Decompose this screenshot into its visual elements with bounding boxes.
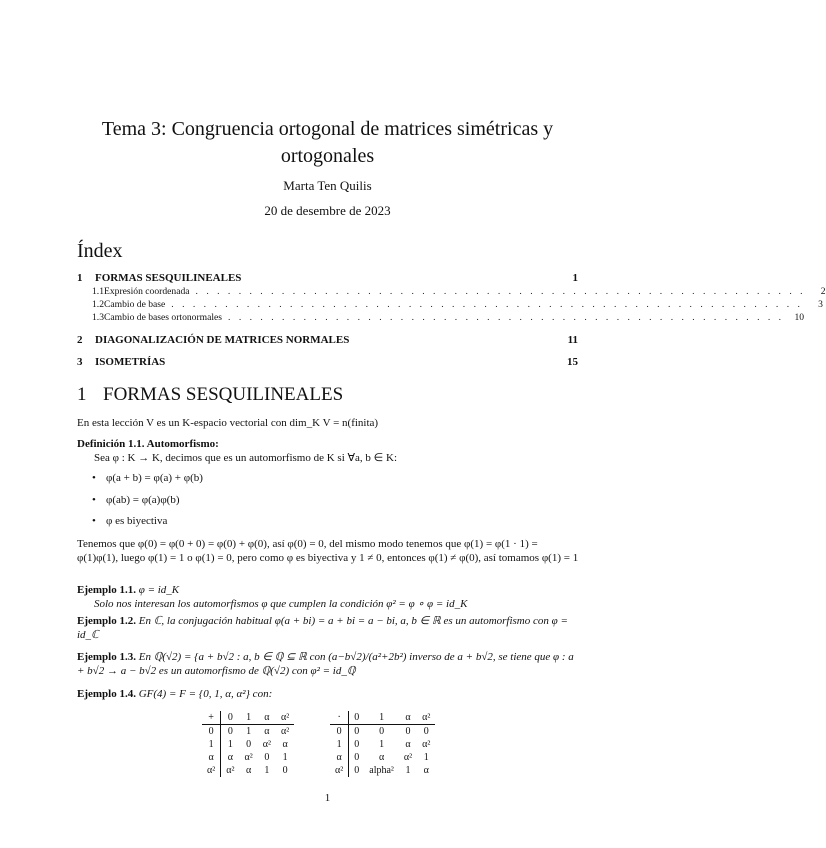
table-cell: α: [423, 765, 429, 776]
table-cell: α²: [262, 739, 271, 750]
bullet-text: φ es biyectiva: [106, 515, 168, 527]
addition-table: [202, 711, 294, 777]
page-number: 1: [324, 792, 331, 804]
table-cell: 1: [282, 752, 288, 763]
toc-entry-page: 10: [794, 312, 805, 323]
table-cell: α: [227, 752, 233, 763]
example-text: En ℂ, la conjugación habitual φ(a + bi) = a + bi = a − bi, a, b ∈ ℝ es un automorfismo con φ = id_ℂ: [77, 615, 568, 641]
example-text: En ℚ(√2) = {a + b√2 : a, b ∈ ℚ ⊆ ℝ con (a−b√2)/(a²+2b²) inverso de a + b√2, se tiene que φ : a + b√2 → a − b√2 es un automorfismo de ℚ(√2) con φ² = id_ℚ: [77, 651, 574, 677]
section-heading: [77, 384, 343, 406]
toc-entry[interactable]: [77, 312, 805, 323]
table-cell: 1: [227, 739, 233, 750]
toc-entry-number: 1.1: [92, 286, 104, 297]
toc-leader: . . . . . . . . . . . . . . . . . . . . . . . . . . . . . . . . . . . . . . . . . . . . . . . . . . . . . . . . .: [195, 286, 806, 297]
table-row-header: α²: [202, 764, 221, 777]
table-header-cell: 1: [246, 712, 252, 723]
table-cell: 0: [399, 725, 417, 739]
table-row: [330, 751, 435, 764]
definition-label: Definición 1.1. Automorfismo:: [77, 438, 219, 450]
toc-entry-label: Cambio de base: [104, 299, 166, 310]
example-text: Solo nos interesan los automorfismos φ que cumplen la condición φ² = φ ∘ φ = id_K: [94, 598, 468, 610]
table-cell: α²: [226, 765, 235, 776]
example-label: Ejemplo 1.2.: [77, 615, 136, 627]
toc-entry-number: 1.2: [92, 299, 104, 310]
table-cell: α²: [403, 752, 413, 763]
toc-entry[interactable]: [77, 272, 578, 284]
table-cell: 1: [423, 752, 429, 763]
table-row-header: 1: [202, 738, 221, 751]
document-title: Tema 3: Congruencia ortogonal de matrices simétricas y ortogonales: [101, 118, 554, 167]
date: 20 de desembre de 2023: [264, 203, 391, 218]
table-header-cell: α: [405, 712, 411, 723]
table-cell: 0: [221, 725, 240, 739]
example-text: GF(4) = F = {0, 1, α, α²} con:: [138, 688, 273, 700]
author: Marta Ten Quilis: [283, 178, 372, 193]
table-row: [330, 738, 435, 751]
multiplication-table: [330, 711, 435, 777]
table-row-header: α: [330, 751, 349, 764]
definition-block: [77, 437, 580, 465]
toc-entry-page: 1: [572, 272, 578, 284]
table-cell: α: [246, 765, 252, 776]
table-cell: 0: [354, 739, 360, 750]
bullet-item: [94, 472, 203, 484]
table-cell: 1: [405, 765, 411, 776]
toc-entry-number: 1.3: [92, 312, 104, 323]
table-cell: 1: [264, 765, 270, 776]
toc-entry-label: ISOMETRÍAS: [95, 356, 166, 368]
example-2: [77, 614, 580, 642]
toc-entry-page: 2: [820, 286, 826, 297]
table-row-header: 0: [202, 725, 221, 739]
toc-heading: Índex: [77, 240, 123, 262]
table-cell: α: [378, 752, 385, 763]
table-header-cell: α: [264, 712, 270, 723]
table-cell: 0: [246, 739, 252, 750]
toc-leader: . . . . . . . . . . . . . . . . . . . . . . . . . . . . . . . . . . . . . . . . . . . . . . . . . . . .: [228, 312, 785, 323]
table-cell: alpha²: [369, 765, 394, 776]
toc-entry[interactable]: [77, 356, 578, 368]
toc-entry-page: 3: [818, 299, 823, 310]
table-op: ·: [330, 711, 349, 725]
table-cell: 0: [282, 765, 288, 776]
toc-entry-label: Expresión coordenada: [104, 286, 190, 297]
toc-entry-label: Cambio de bases ortonormales: [104, 312, 223, 323]
table-row: [202, 725, 294, 739]
example-label: Ejemplo 1.4.: [77, 688, 136, 700]
table-cell: 0: [364, 725, 399, 739]
toc-entry-label: DIAGONALIZACIÓN DE MATRICES NORMALES: [95, 334, 350, 346]
table-row-header: 0: [330, 725, 349, 739]
table-row: [330, 725, 435, 739]
table-cell: α: [282, 739, 288, 750]
table-cell: α: [258, 725, 276, 739]
table-header-cell: 0: [227, 712, 233, 723]
example-3: [77, 650, 580, 678]
toc-entry[interactable]: [77, 299, 823, 310]
example-1: [77, 583, 580, 611]
table-op: +: [202, 711, 221, 725]
toc-entry[interactable]: [77, 286, 826, 297]
example-label: Ejemplo 1.3.: [77, 651, 136, 663]
table-cell: 1: [240, 725, 258, 739]
table-header-cell: α²: [281, 712, 290, 723]
table-row: [202, 764, 294, 777]
table-cell: α²: [422, 739, 431, 750]
toc-leader: . . . . . . . . . . . . . . . . . . . . . . . . . . . . . . . . . . . . . . . . . . . . . . . . . . . . . . . . . . .: [171, 299, 803, 310]
bullet-text: φ(ab) = φ(a)φ(b): [106, 494, 180, 506]
intro-paragraph: En esta lección V es un K-espacio vectorial con dim_K V = n(finita): [77, 417, 379, 429]
example-head: φ = id_K: [138, 584, 180, 596]
table-row-header: 1: [330, 738, 349, 751]
table-header-cell: 1: [379, 712, 385, 723]
table-cell: 0: [264, 752, 270, 763]
table-header-cell: 0: [354, 712, 360, 723]
table-cell: 0: [417, 725, 435, 739]
table-row: [202, 738, 294, 751]
table-header-cell: α²: [422, 712, 431, 723]
table-cell: 1: [379, 739, 385, 750]
example-label: Ejemplo 1.1.: [77, 584, 136, 596]
section-title: FORMAS SESQUILINEALES: [103, 384, 344, 405]
definition-text: Sea φ : K → K, decimos que es un automorfismo de K si ∀a, b ∈ K:: [94, 452, 397, 464]
bullet-item: [94, 515, 167, 527]
table-cell: 0: [349, 725, 365, 739]
toc-entry-number: 2: [77, 334, 83, 346]
section-number: 1: [77, 384, 87, 405]
table-cell: 0: [354, 752, 360, 763]
example-4: [77, 687, 580, 701]
table-row-header: α²: [330, 764, 349, 777]
bullet-item: [94, 494, 180, 506]
toc-entry-page: 11: [567, 334, 578, 346]
table-row: [202, 751, 294, 764]
bullet-text: φ(a + b) = φ(a) + φ(b): [106, 472, 203, 484]
table-cell: α²: [244, 752, 253, 763]
table-cell: 0: [354, 765, 360, 776]
table-cell: α: [405, 739, 411, 750]
toc-entry-number: 3: [77, 356, 83, 368]
toc-entry[interactable]: [77, 334, 578, 346]
toc-entry-label: FORMAS SESQUILINEALES: [95, 272, 242, 284]
toc-entry-page: 15: [567, 356, 578, 368]
body-paragraph: Tenemos que φ(0) = φ(0 + 0) = φ(0) + φ(0), así φ(0) = 0, del mismo modo tenemos que φ(1) = φ(1 · 1) = φ(1)φ(1), luego φ(1) = 1 o φ(1) = 0, pero como φ es biyectiva y 1 ≠ 0, entonces φ(1) ≠ φ(0), así tomamos φ(1) = 1: [77, 538, 579, 564]
toc-entry-number: 1: [77, 272, 83, 284]
table-row: [330, 764, 435, 777]
table-cell: α²: [276, 725, 294, 739]
table-row-header: α: [202, 751, 221, 764]
